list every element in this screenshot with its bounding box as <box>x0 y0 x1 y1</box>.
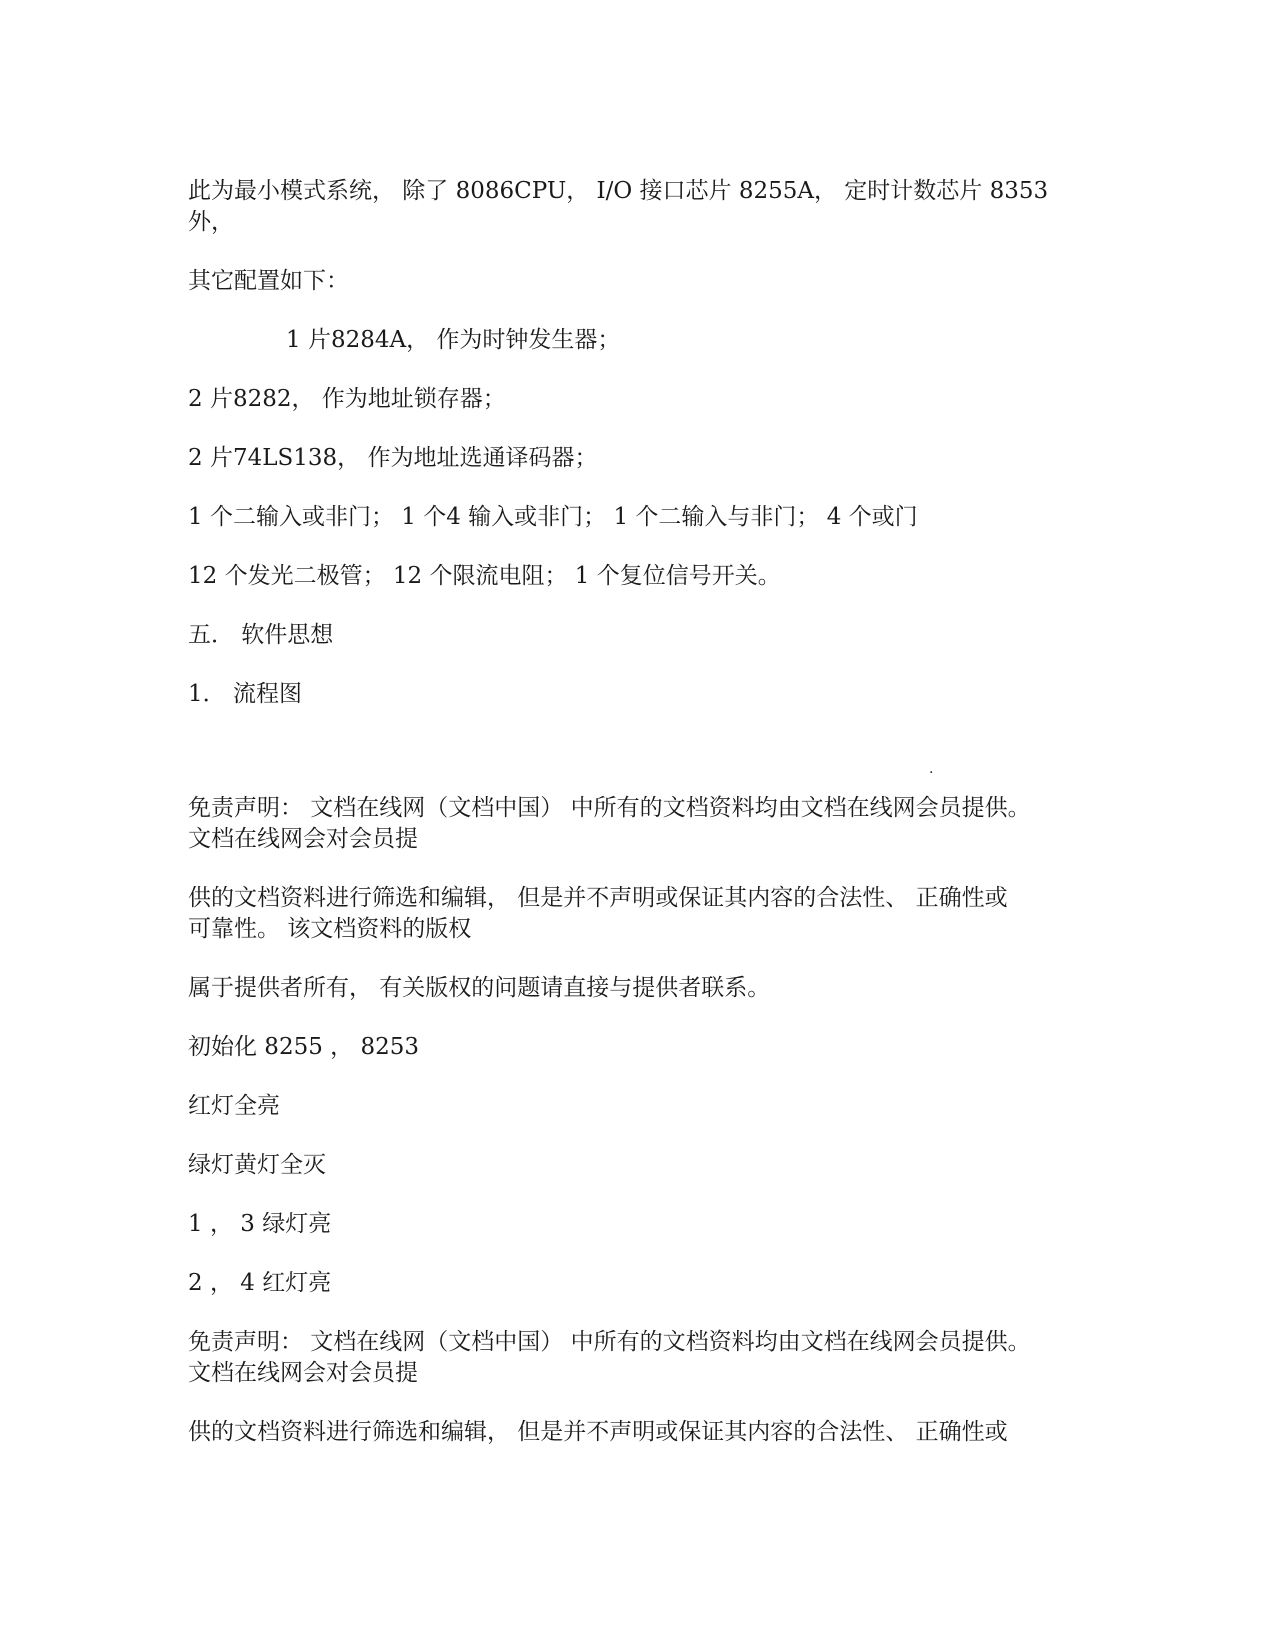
section-heading-software: 五． 软件思想 <box>188 622 334 648</box>
intro-line-2: 外， <box>188 209 234 235</box>
config-item-latch: 2 片8282， 作为地址锁存器； <box>188 386 506 412</box>
flow-step-green-yellow-off: 绿灯黄灯全灭 <box>188 1152 326 1178</box>
disclaimer-1-line-1: 免责声明： 文档在线网（文档中国） 中所有的文档资料均由文档在线网会员提供。 <box>188 795 1031 821</box>
config-item-leds: 12 个发光二极管； 12 个限流电阻； 1 个复位信号开关。 <box>188 563 781 589</box>
subsection-heading-flowchart: 1． 流程图 <box>188 681 302 707</box>
disclaimer-2-line-2: 文档在线网会对会员提 <box>188 1360 418 1386</box>
flow-step-1-3-green: 1 ， 3 绿灯亮 <box>188 1211 332 1237</box>
flow-step-2-4-red: 2 ， 4 红灯亮 <box>188 1270 332 1296</box>
stray-dot: . <box>929 761 934 777</box>
disclaimer-1-line-5: 属于提供者所有， 有关版权的问题请直接与提供者联系。 <box>188 975 771 1001</box>
disclaimer-1-line-4: 可靠性。 该文档资料的版权 <box>188 916 472 942</box>
flow-step-red-on: 红灯全亮 <box>188 1093 280 1119</box>
config-item-gates: 1 个二输入或非门； 1 个4 输入或非门； 1 个二输入与非门； 4 个或门 <box>188 504 918 530</box>
disclaimer-1-line-2: 文档在线网会对会员提 <box>188 826 418 852</box>
disclaimer-2-line-1: 免责声明： 文档在线网（文档中国） 中所有的文档资料均由文档在线网会员提供。 <box>188 1329 1031 1355</box>
config-item-decoder: 2 片74LS138， 作为地址选通译码器； <box>188 445 598 471</box>
config-item-clock: 1 片8284A， 作为时钟发生器； <box>286 327 621 353</box>
intro-line-1: 此为最小模式系统， 除了 8086CPU， I/O 接口芯片 8255A， 定时计数芯片 8353 <box>188 178 1049 204</box>
disclaimer-2-line-3: 供的文档资料进行筛选和编辑， 但是并不声明或保证其内容的合法性、 正确性或 <box>188 1419 1008 1445</box>
config-heading: 其它配置如下： <box>188 268 349 294</box>
flow-step-init: 初始化 8255 ， 8253 <box>188 1034 419 1060</box>
disclaimer-1-line-3: 供的文档资料进行筛选和编辑， 但是并不声明或保证其内容的合法性、 正确性或 <box>188 885 1008 911</box>
